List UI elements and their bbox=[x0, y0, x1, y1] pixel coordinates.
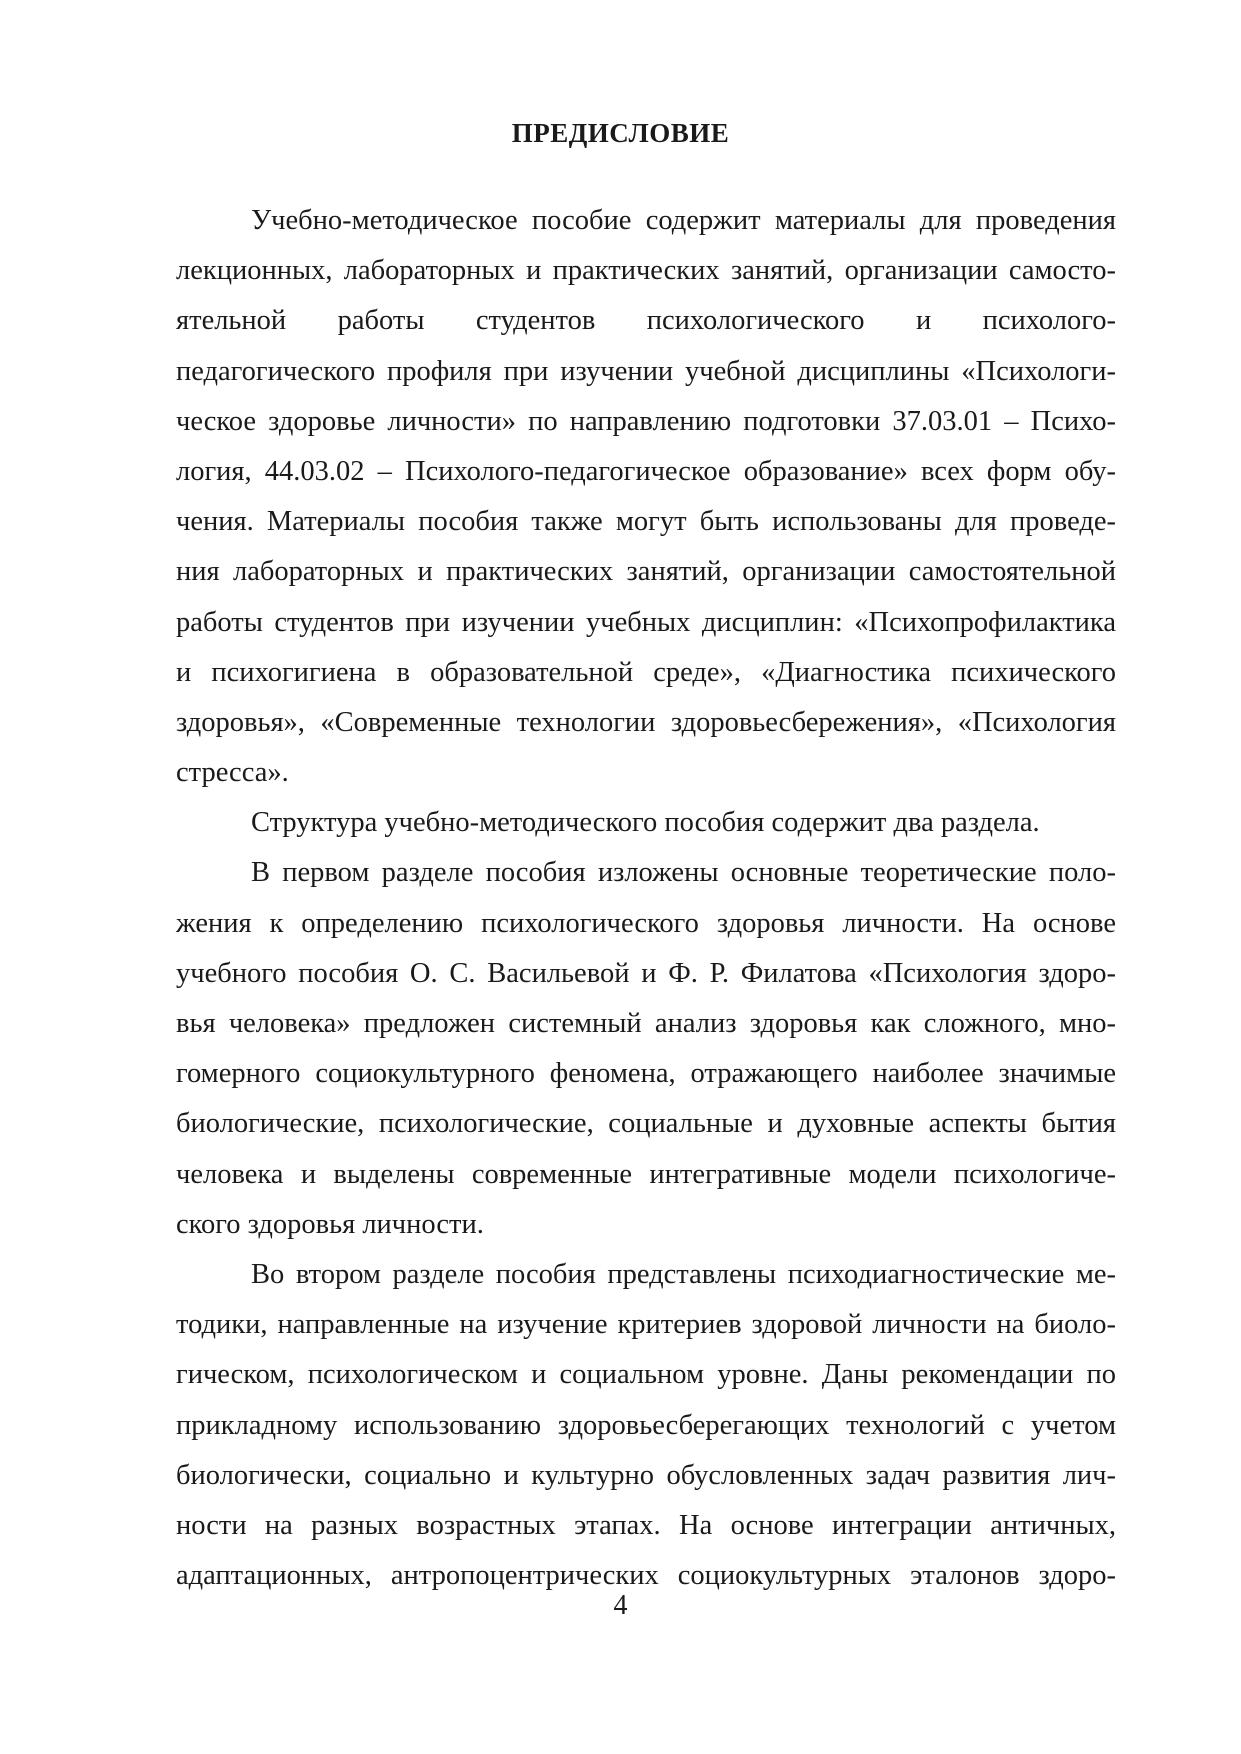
text-line: лекционных, лабораторных и практических занятий, организации самосто- bbox=[176, 255, 1116, 287]
text-line: стресса». bbox=[176, 757, 289, 789]
text-line: гическом, психологическом и социальном уровне. Даны рекомендации по bbox=[176, 1359, 1116, 1391]
text-line: прикладному использованию здоровьесберегающих технологий с учетом bbox=[176, 1409, 1116, 1441]
body-text bbox=[176, 196, 1116, 1601]
text-line: Во втором разделе пособия представлены психодиагностические ме- bbox=[251, 1258, 1116, 1290]
text-line: логия, 44.03.02 – Психолого-педагогическое образование» всех форм обу- bbox=[176, 455, 1116, 487]
text-line: учебного пособия О. С. Васильевой и Ф. Р. Филатова «Психология здоро- bbox=[176, 957, 1116, 989]
text-line: ятельной работы студентов психологического и психолого- bbox=[176, 305, 1116, 337]
text-line: ского здоровья личности. bbox=[176, 1208, 484, 1240]
page-title: ПРЕДИСЛОВИЕ bbox=[511, 118, 730, 148]
text-line: адаптационных, антропоцентрических социокультурных эталонов здоро- bbox=[176, 1560, 1116, 1592]
text-line: гомерного социокультурного феномена, отражающего наиболее значимые bbox=[176, 1058, 1116, 1090]
text-line: Учебно-методическое пособие содержит материалы для проведения bbox=[251, 205, 1116, 236]
text-line: ческое здоровье личности» по направлению подготовки 37.03.01 – Психо- bbox=[176, 405, 1116, 437]
text-line: биологические, психологические, социальные и духовные аспекты бытия bbox=[176, 1108, 1116, 1140]
text-line: педагогического профиля при изучении учебной дисциплины «Психологи- bbox=[176, 355, 1116, 387]
text-line: чения. Материалы пособия также могут быть использованы для проведе- bbox=[176, 506, 1116, 538]
text-line: жения к определению психологического здоровья личности. На основе bbox=[176, 907, 1116, 939]
text-line: и психогигиена в образовательной среде», «Диагностика психического bbox=[176, 656, 1116, 688]
text-line: человека и выделены современные интегративные модели психологиче- bbox=[176, 1158, 1116, 1190]
text-line: здоровья», «Современные технологии здоровьесбережения», «Психология bbox=[176, 706, 1116, 738]
text-line: тодики, направленные на изучение критериев здоровой личности на биоло- bbox=[176, 1309, 1116, 1341]
page-number: 4 bbox=[613, 1590, 628, 1621]
text-line: биологически, социально и культурно обусловленных задач развития лич- bbox=[176, 1459, 1116, 1491]
text-line: ности на разных возрастных этапах. На основе интеграции античных, bbox=[176, 1509, 1116, 1541]
text-line: работы студентов при изучении учебных дисциплин: «Психопрофилактика bbox=[176, 606, 1116, 638]
text-line: вья человека» предложен системный анализ здоровья как сложного, мно- bbox=[176, 1008, 1116, 1039]
text-line: В первом разделе пособия изложены основные теоретические поло- bbox=[251, 857, 1116, 889]
text-line: ния лабораторных и практических занятий, организации самостоятельной bbox=[176, 556, 1116, 588]
text-line: Структура учебно-методического пособия содержит два раздела. bbox=[251, 807, 1040, 839]
